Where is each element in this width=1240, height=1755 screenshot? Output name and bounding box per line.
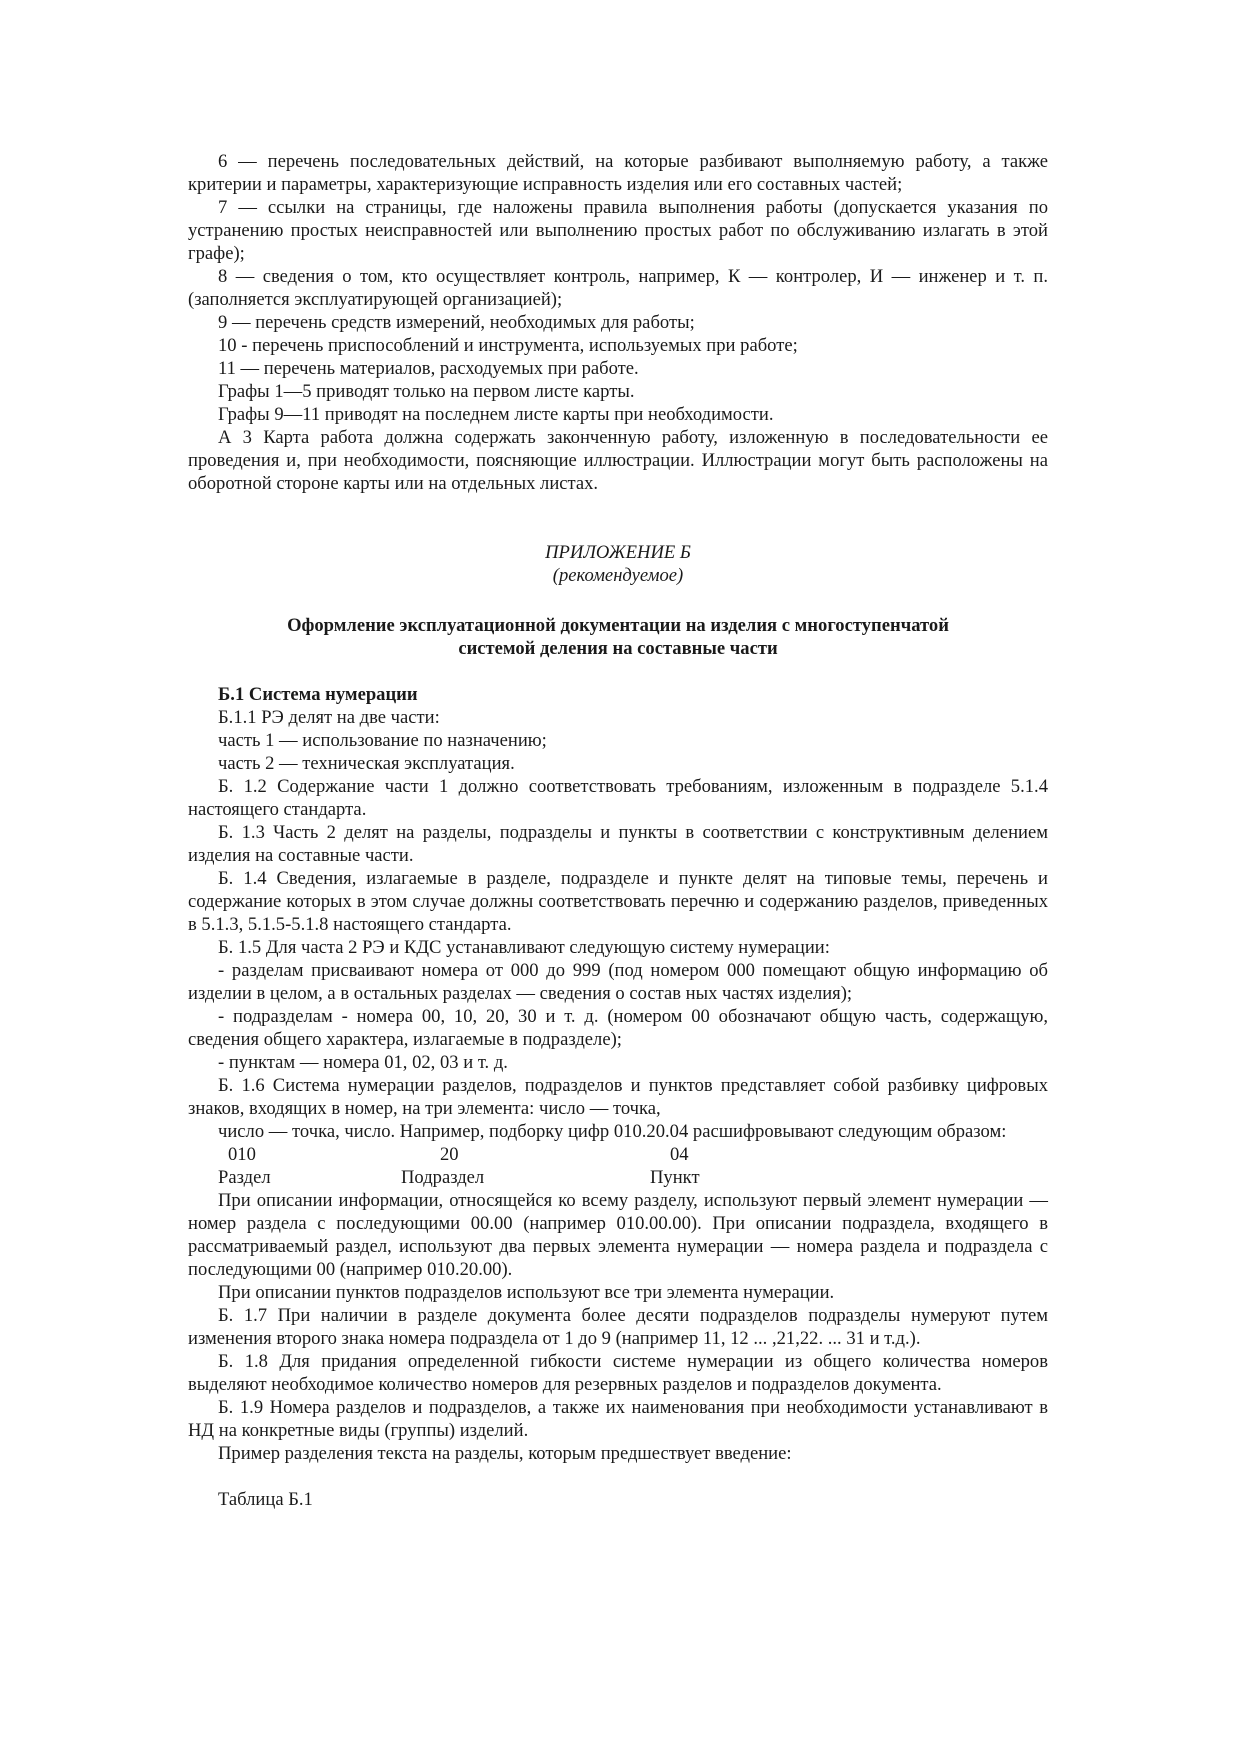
paragraph-b15-items: - пунктам — номера 01, 02, 03 и т. д.	[218, 1052, 508, 1073]
number-item: 04	[670, 1144, 689, 1165]
paragraph-b16: Б. 1.6 Система нумерации разделов, подразделов и пунктов представляет собой разбивку цифровых знаков, входящих в номер, на три элемента: число — точка,	[188, 1075, 1048, 1119]
paragraph-col11: 11 — перечень материалов, расходуемых при работе.	[218, 358, 639, 379]
paragraph-b16-continued: число — точка, число. Например, подборку цифр 010.20.04 расшифровывают следующим образом:	[218, 1121, 1007, 1142]
appendix-subtitle: (рекомендуемое)	[552, 565, 684, 586]
label-item: Пункт	[650, 1167, 700, 1188]
appendix-heading	[188, 614, 1048, 660]
paragraph-b15: Б. 1.5 Для часта 2 РЭ и КДС устанавливают следующую систему нумерации:	[218, 937, 830, 958]
paragraph-part2: часть 2 — техническая эксплуатация.	[218, 753, 515, 774]
table-caption: Таблица Б.1	[218, 1489, 313, 1510]
paragraph-b15-subsections: - подразделам - номера 00, 10, 20, 30 и т. д. (номером 00 обозначают общую часть, содержащую, сведения общего характера, излагаемые в подразделе);	[188, 1006, 1048, 1050]
appendix-title: ПРИЛОЖЕНИЕ Б	[545, 542, 691, 563]
number-subsection: 20	[440, 1144, 459, 1165]
paragraph-b13: Б. 1.3 Часть 2 делят на разделы, подразделы и пункты в соответствии с конструктивным делением изделия на составные части.	[188, 822, 1048, 866]
paragraph-b11: Б.1.1 РЭ делят на две части:	[218, 707, 440, 728]
paragraph-col9: 9 — перечень средств измерений, необходимых для работы;	[218, 312, 695, 333]
paragraph-info2: При описании пунктов подразделов используют все три элемента нумерации.	[218, 1282, 835, 1303]
number-section: 010	[228, 1144, 256, 1165]
paragraph-a3: А 3 Карта работа должна содержать законченную работу, изложенную в последовательности ее проведения и, при необходимости, поясняющие иллюстрации. Иллюстрации могут быть расположены на оборотной стороне карты или на отдельных листах.	[188, 427, 1048, 494]
section-title: Б.1 Система нумерации	[218, 684, 418, 705]
paragraph-columns-1-5: Графы 1—5 приводят только на первом листе карты.	[218, 381, 635, 402]
appendix-heading-line1: Оформление эксплуатационной документации на изделия с многоступенчатой	[287, 615, 949, 636]
paragraph-b12: Б. 1.2 Содержание части 1 должно соответствовать требованиям, изложенным в подразделе 5.1.4 настоящего стандарта.	[188, 776, 1048, 820]
paragraph-col8: 8 — сведения о том, кто осуществляет контроль, например, К — контролер, И — инженер и т. п. (заполняется эксплуатирующей организацией);	[188, 266, 1048, 310]
appendix-heading-line2: системой деления на составные части	[458, 638, 778, 659]
document-page	[188, 150, 1048, 1511]
label-subsection: Подраздел	[401, 1167, 485, 1188]
paragraph-col7: 7 — ссылки на страницы, где наложены правила выполнения работы (допускается указания по устранению простых неисправностей или выполнению простых работ по обслуживанию излагать в этой графе);	[188, 197, 1048, 264]
paragraph-b15-sections: - разделам присваивают номера от 000 до 999 (под номером 000 помещают общую информацию об изделии в целом, а в остальных разделах — сведения о состав ных частях изделия);	[188, 960, 1048, 1004]
paragraph-b19: Б. 1.9 Номера разделов и подразделов, а также их наименования при необходимости устанавливают в НД на конкретные виды (группы) изделий.	[188, 1397, 1048, 1441]
paragraph-b17: Б. 1.7 При наличии в разделе документа более десяти подразделов подразделы нумеруют путем изменения второго знака номера подраздела от 1 до 9 (например 11, 12 ... ,21,22. ... 31 и т.д.).	[188, 1305, 1048, 1349]
paragraph-info1: При описании информации, относящейся ко всему разделу, используют первый элемент нумерации — номер раздела с последующими 00.00 (например 010.00.00). При описании подраздела, входящего в рассматриваемый раздел, используют два первых элемента нумерации — номера раздела и подраздела с последующими 00 (например 010.20.00).	[188, 1190, 1048, 1280]
label-section: Раздел	[218, 1167, 271, 1188]
paragraph-part1: часть 1 — использование по назначению;	[218, 730, 547, 751]
paragraph-b14: Б. 1.4 Сведения, излагаемые в разделе, подразделе и пункте делят на типовые темы, перечень и содержание которых в этом случае должны соответствовать перечню и содержанию разделов, приведенных в 5.1.3, 5.1.5-5.1.8 настоящего стандарта.	[188, 868, 1048, 935]
paragraph-b18: Б. 1.8 Для придания определенной гибкости системе нумерации из общего количества номеров выделяют необходимое количество номеров для резервных разделов и подразделов документа.	[188, 1351, 1048, 1395]
paragraph-col10: 10 - перечень приспособлений и инструмента, используемых при работе;	[218, 335, 798, 356]
paragraph-columns-9-11: Графы 9—11 приводят на последнем листе карты при необходимости.	[218, 404, 774, 425]
paragraph-col6: 6 — перечень последовательных действий, на которые разбивают выполняемую работу, а также критерии и параметры, характеризующие исправность изделия или его составных частей;	[188, 151, 1048, 195]
paragraph-example: Пример разделения текста на разделы, которым предшествует введение:	[218, 1443, 792, 1464]
numbering-example	[188, 1143, 1048, 1189]
